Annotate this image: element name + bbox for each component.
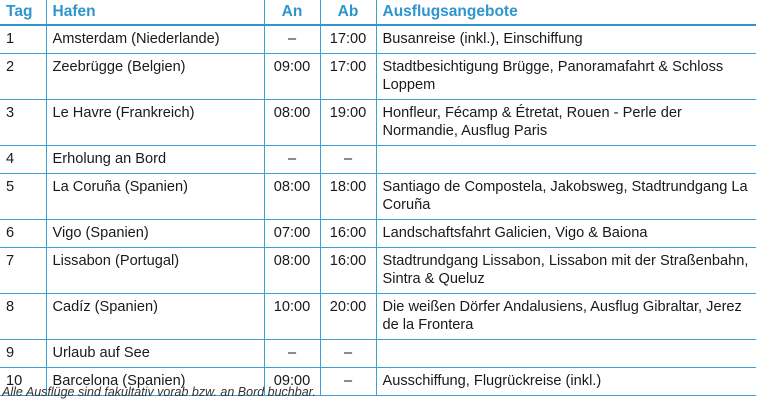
header-tag: Tag — [0, 0, 46, 25]
cell-ausflug: Die weißen Dörfer Andalusiens, Ausflug Gibraltar, Jerez de la Frontera — [376, 294, 756, 340]
cell-ausflug: Stadtbesichtigung Brügge, Panoramafahrt & Schloss Loppem — [376, 54, 756, 100]
cell-ab: 16:00 — [320, 248, 376, 294]
cell-ab: 17:00 — [320, 54, 376, 100]
cell-an: 08:00 — [264, 100, 320, 146]
cell-ausflug: Santiago de Compostela, Jakobsweg, Stadtrundgang La Coruña — [376, 174, 756, 220]
cell-ausflug: Honfleur, Fécamp & Étretat, Rouen - Perle der Normandie, Ausflug Paris — [376, 100, 756, 146]
table-row — [0, 25, 756, 54]
cell-ausflug — [376, 146, 756, 174]
cell-ab: – — [320, 340, 376, 368]
cell-hafen: Lissabon (Portugal) — [46, 248, 264, 294]
table-row — [0, 248, 756, 294]
cell-tag: 5 — [0, 174, 46, 220]
table-row — [0, 340, 756, 368]
footnote: Alle Ausflüge sind fakultativ vorab bzw. an Bord buchbar. — [2, 385, 316, 399]
table-row — [0, 54, 756, 100]
table-row — [0, 146, 756, 174]
cell-ab: – — [320, 146, 376, 174]
cell-an: – — [264, 25, 320, 54]
table-row — [0, 220, 756, 248]
cell-tag: 7 — [0, 248, 46, 294]
cell-an: 08:00 — [264, 248, 320, 294]
cell-hafen: Zeebrügge (Belgien) — [46, 54, 264, 100]
cell-tag: 2 — [0, 54, 46, 100]
cell-hafen: Barcelona (Spanien) — [46, 368, 264, 396]
cell-ab: 18:00 — [320, 174, 376, 220]
cell-ab: 19:00 — [320, 100, 376, 146]
cell-tag: 8 — [0, 294, 46, 340]
cell-an: 09:00 — [264, 54, 320, 100]
cell-ausflug: Busanreise (inkl.), Einschiffung — [376, 25, 756, 54]
cell-tag: 4 — [0, 146, 46, 174]
cell-ab: – — [320, 368, 376, 396]
cell-ab: 20:00 — [320, 294, 376, 340]
cell-an: 10:00 — [264, 294, 320, 340]
cell-ausflug: Stadtrundgang Lissabon, Lissabon mit der Straßenbahn, Sintra & Queluz — [376, 248, 756, 294]
cell-hafen: Erholung an Bord — [46, 146, 264, 174]
cell-hafen: Cadíz (Spanien) — [46, 294, 264, 340]
cell-an: – — [264, 146, 320, 174]
cell-an: 09:00 — [264, 368, 320, 396]
header-ausflugsangebote: Ausflugsangebote — [376, 0, 756, 25]
cell-ausflug: Landschaftsfahrt Galicien, Vigo & Baiona — [376, 220, 756, 248]
cell-an: 07:00 — [264, 220, 320, 248]
table-row — [0, 294, 756, 340]
header-ab: Ab — [320, 0, 376, 25]
cell-tag: 6 — [0, 220, 46, 248]
header-hafen: Hafen — [46, 0, 264, 25]
cell-tag: 3 — [0, 100, 46, 146]
cell-ausflug: Ausschiffung, Flugrückreise (inkl.) — [376, 368, 756, 396]
cell-tag: 1 — [0, 25, 46, 54]
cell-ab: 17:00 — [320, 25, 376, 54]
cell-tag: 9 — [0, 340, 46, 368]
cell-hafen: La Coruña (Spanien) — [46, 174, 264, 220]
header-an: An — [264, 0, 320, 25]
cell-hafen: Urlaub auf See — [46, 340, 264, 368]
table-row — [0, 100, 756, 146]
cell-an: – — [264, 340, 320, 368]
cell-an: 08:00 — [264, 174, 320, 220]
cell-hafen: Amsterdam (Niederlande) — [46, 25, 264, 54]
cell-ab: 16:00 — [320, 220, 376, 248]
cell-tag: 10 — [0, 368, 46, 396]
cell-hafen: Le Havre (Frankreich) — [46, 100, 264, 146]
cell-ausflug — [376, 340, 756, 368]
table-row — [0, 174, 756, 220]
table-header-row — [0, 0, 756, 25]
cell-hafen: Vigo (Spanien) — [46, 220, 264, 248]
